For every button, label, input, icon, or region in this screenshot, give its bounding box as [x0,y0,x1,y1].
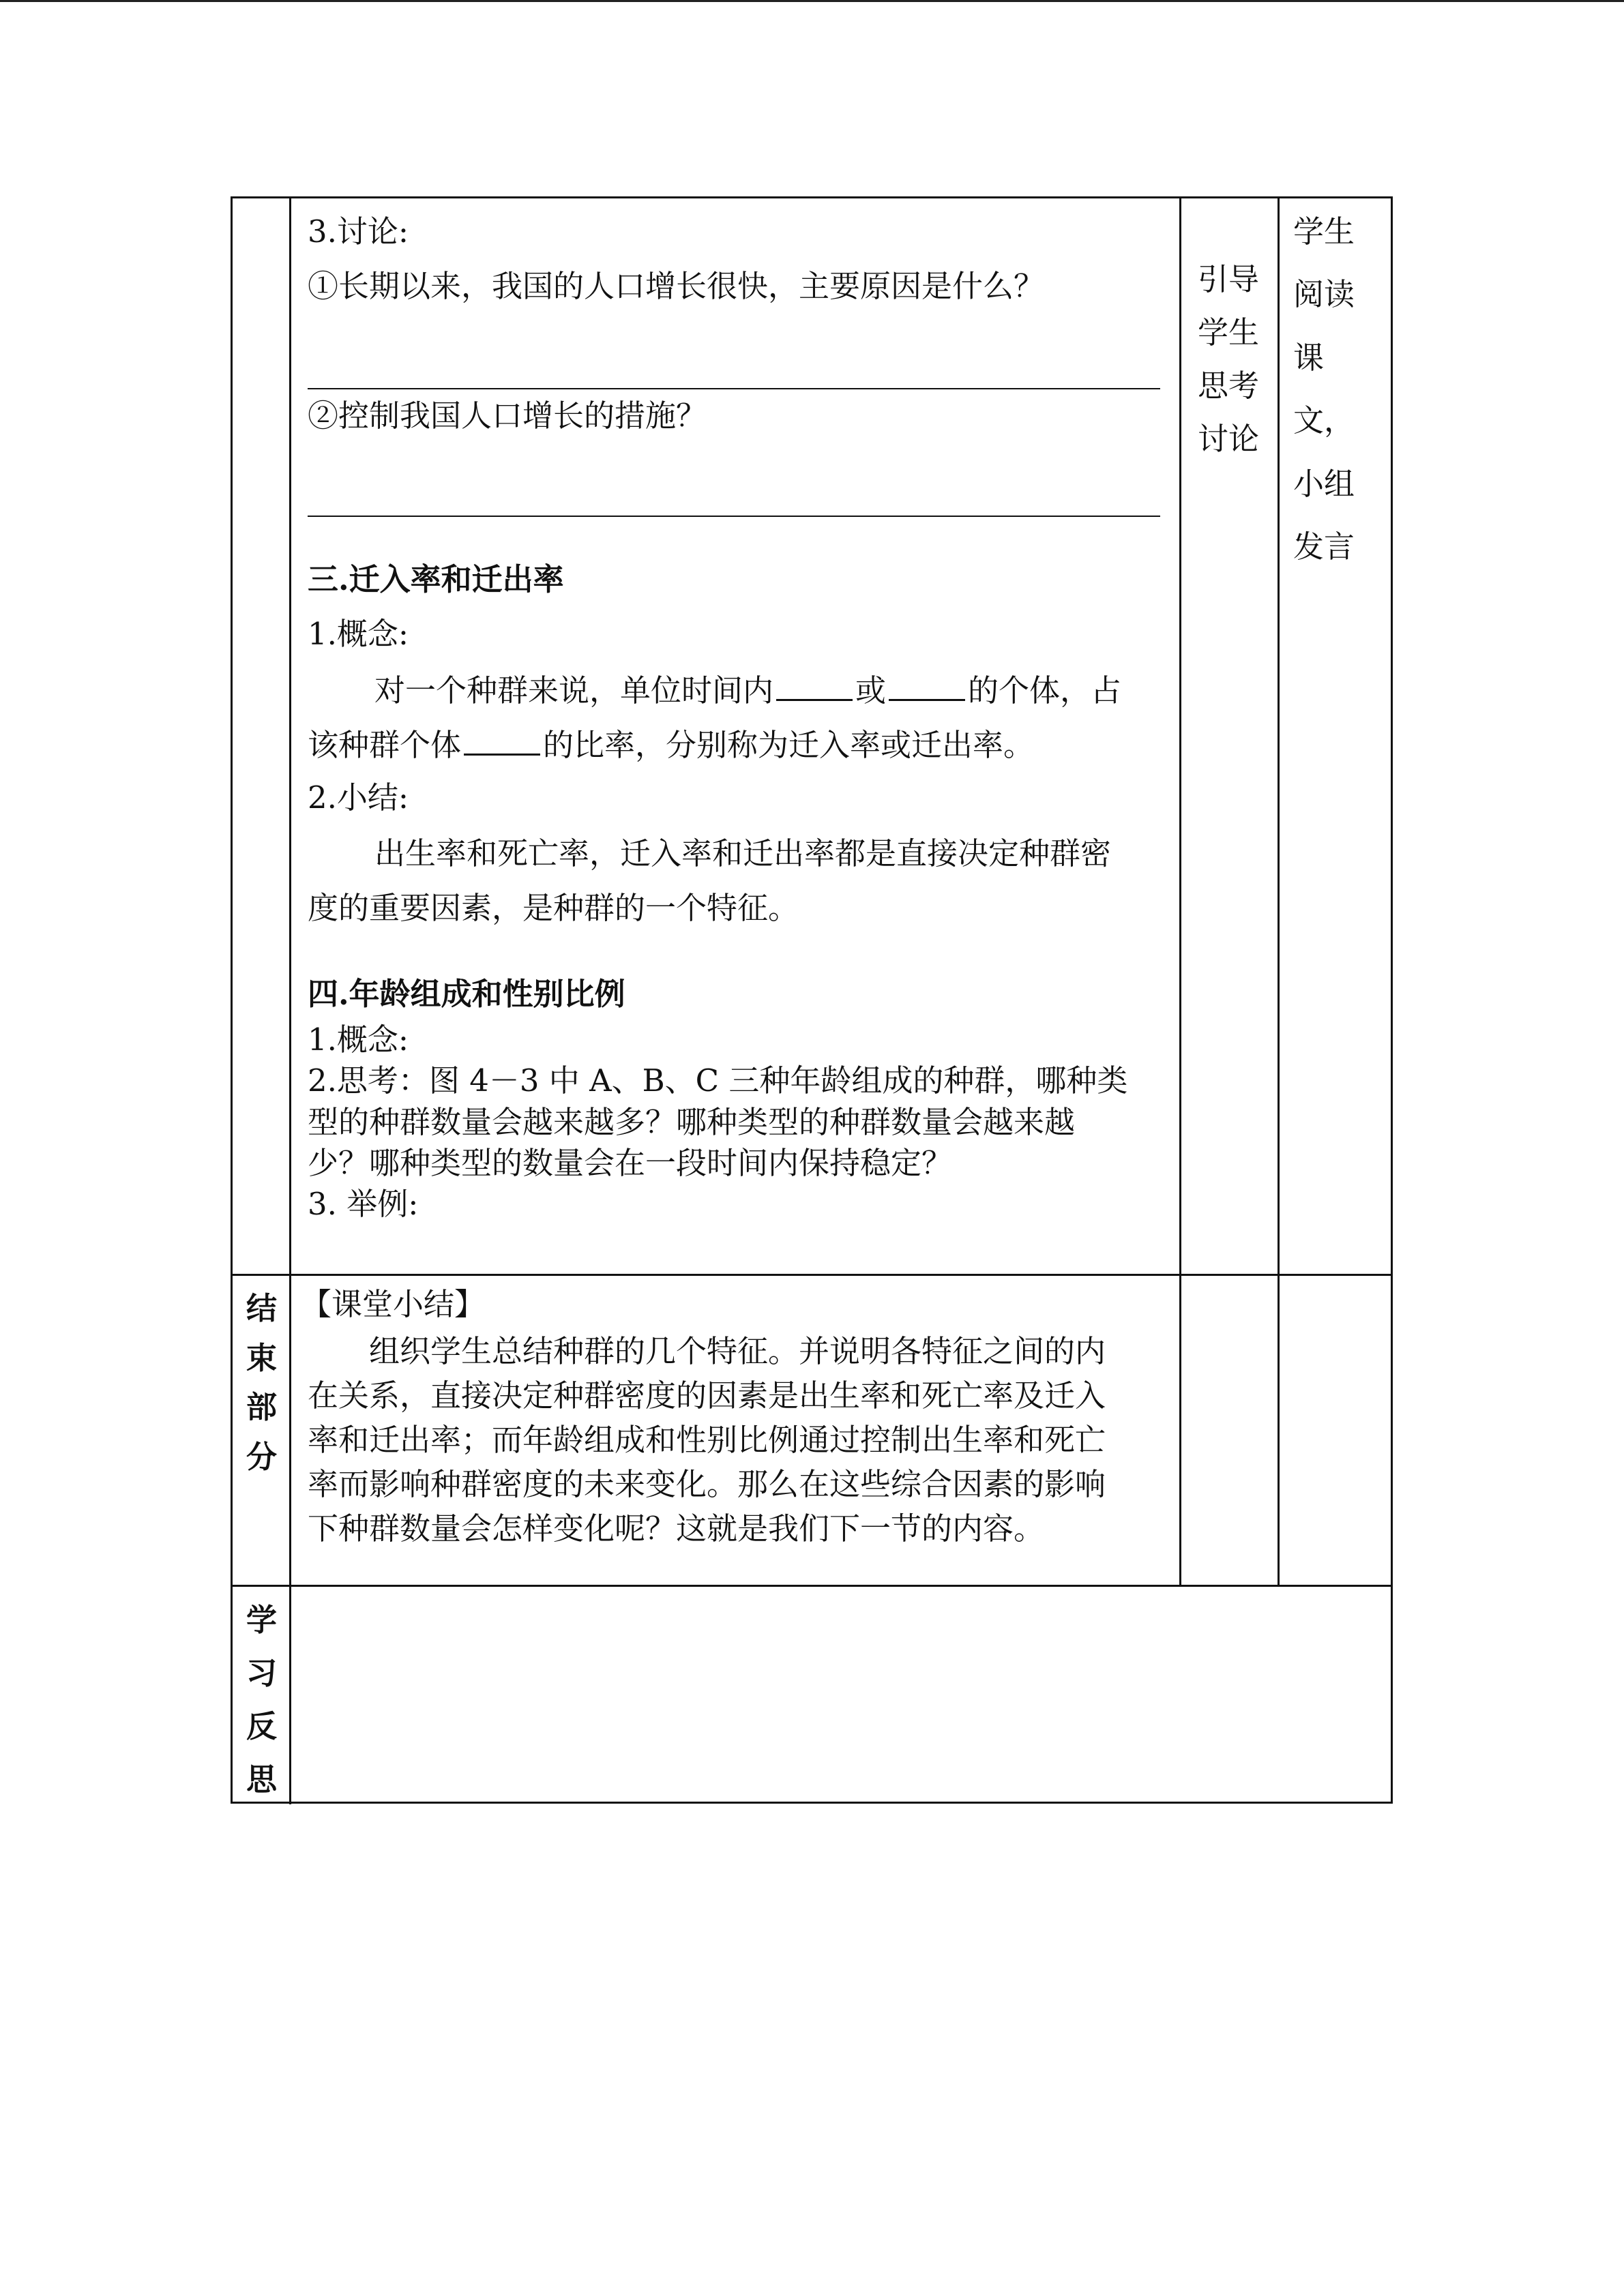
section3-concept-line1 [374,669,1121,711]
page-top-border [0,0,1624,2]
student-activity-line: 文， [1293,402,1355,438]
answer-line-2 [308,516,1160,517]
section4-heading: 四.年龄组成和性别比例 [308,976,625,1012]
class-summary-line: 在关系，直接决定种群密度的因素是出生率和死亡率及迁入 [308,1377,1106,1414]
teacher-activity-line: 引导 [1198,261,1260,297]
ending-label-char: 部 [246,1389,278,1425]
class-summary-line: 率而影响种群密度的未来变化。那么在这些综合因素的影响 [308,1466,1106,1502]
lesson-plan-table [231,196,1393,1804]
fill-blank-1 [776,669,853,701]
teacher-activity-line: 学生 [1198,314,1260,351]
section4-think-line1: 2.思考：图 4－3 中 A、B、C 三种年龄组成的种群，哪种类 [308,1062,1128,1099]
class-summary-line: 下种群数量会怎样变化呢？这就是我们下一节的内容。 [308,1510,1045,1547]
teacher-activity-line: 讨论 [1198,421,1260,457]
student-activity-line: 学生 [1293,213,1355,250]
class-summary-line: 率和迁出率；而年龄组成和性别比例通过控制出生率和死亡 [308,1422,1106,1458]
fill-blank-3 [464,724,540,756]
section4-concept-label: 1.概念: [308,1022,409,1058]
student-activity-line: 课 [1293,340,1325,376]
ending-label-char: 分 [246,1439,278,1475]
col-divider-1 [289,198,291,1804]
section4-think-line2: 型的种群数量会越来越多？哪种类型的种群数量会越来越 [308,1104,1076,1140]
ending-label-char: 结 [246,1290,278,1326]
student-activity-line: 小组 [1293,466,1355,502]
class-summary-line: 组织学生总结种群的几个特征。并说明各特征之间的内 [369,1333,1106,1369]
discussion-question-1: ①长期以来，我国的人口增长很快，主要原因是什么？ [308,268,1045,304]
fill-blank-2 [889,669,965,701]
ending-label-char: 束 [246,1340,278,1376]
section3-concept-label: 1.概念: [308,616,409,652]
concept-text-b: 或 [855,672,887,709]
class-summary-title: 【课堂小结】 [301,1286,486,1322]
section4-example: 3. 举例: [308,1186,419,1222]
reflection-label-char: 反 [246,1708,278,1744]
section3-heading: 三.迁入率和迁出率 [308,561,564,597]
teacher-activity-line: 思考 [1198,368,1260,404]
col-divider-3 [1278,198,1280,1586]
concept-text-a: 对一个种群来说，单位时间内 [374,672,774,709]
section4-think-line3: 少？哪种类型的数量会在一段时间内保持稳定？ [308,1145,953,1181]
section3-summary-label: 2.小结: [308,779,409,816]
concept-text-c: 的个体，占 [968,672,1122,709]
concept-text-e: 的比率，分别称为迁入率或迁出率。 [543,727,1035,763]
section3-summary-line2: 度的重要因素，是种群的一个特征。 [308,890,799,926]
answer-line-1 [308,388,1160,389]
row-divider-1 [233,1274,1392,1276]
reflection-label-char: 思 [246,1761,278,1798]
row-divider-2 [233,1585,1392,1587]
discussion-title: 3.讨论: [308,213,409,250]
col-divider-2 [1179,198,1181,1586]
reflection-label-char: 习 [246,1655,278,1691]
section3-concept-line2 [308,724,1034,766]
student-activity-line: 阅读 [1293,276,1355,312]
reflection-label-char: 学 [246,1602,278,1638]
section3-summary-line1: 出生率和死亡率，迁入率和迁出率都是直接决定种群密 [374,835,1112,871]
student-activity-line: 发言 [1293,528,1355,565]
discussion-question-2: ②控制我国人口增长的措施？ [308,398,707,434]
concept-text-d: 该种群个体 [308,727,462,763]
